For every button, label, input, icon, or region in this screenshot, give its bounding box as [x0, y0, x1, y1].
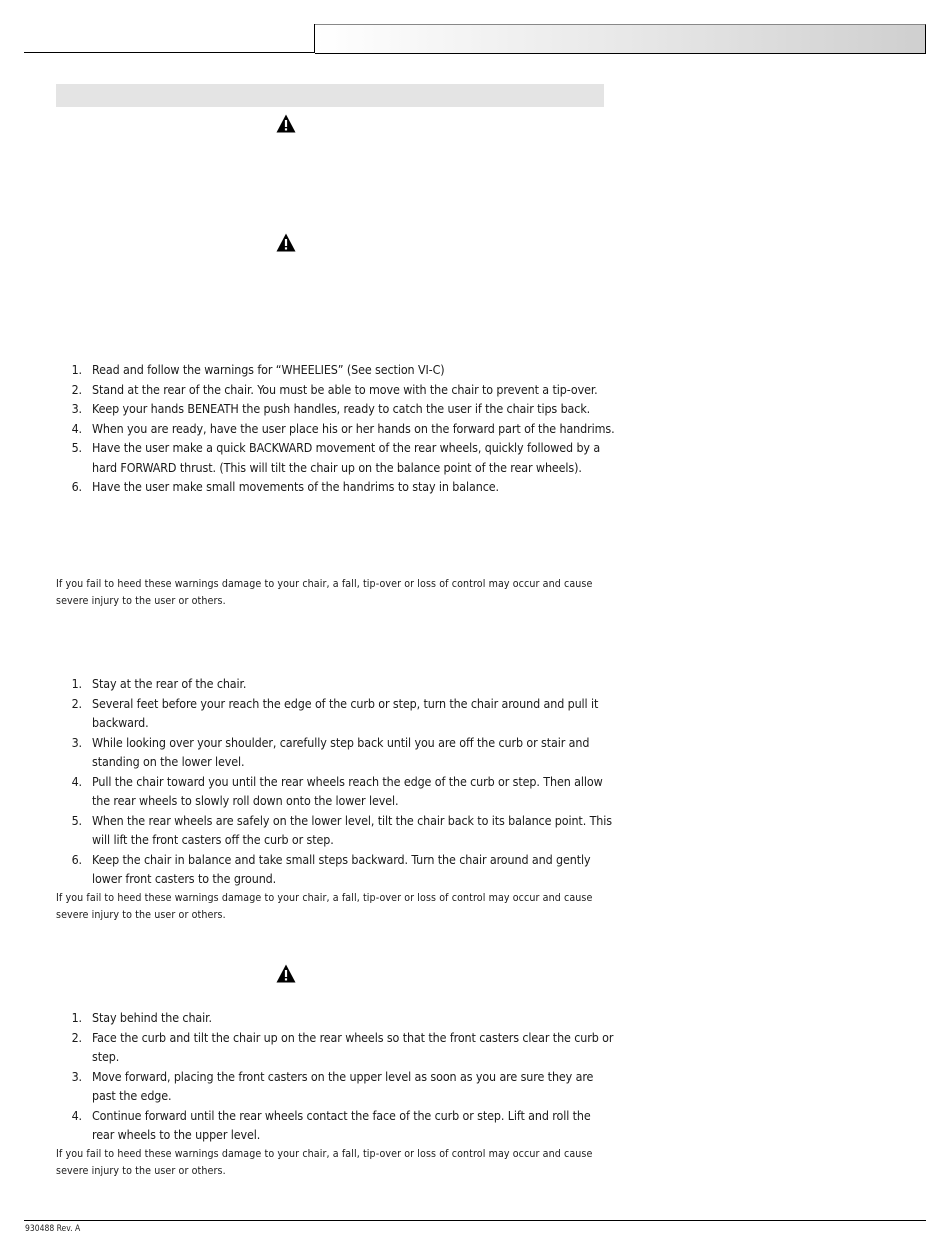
- list-item: 4. Pull the chair toward you until the rear wheels reach the edge of the curb or step. Then allow the rear wheels to slowly roll down onto the lower level.: [71, 773, 603, 808]
- list-item: 1. Stay at the rear of the chair.: [71, 676, 247, 691]
- list-item: 4. When you are ready, have the user place his or her hands on the forward part of the handrims.: [71, 420, 615, 436]
- header-rule: [24, 52, 315, 53]
- list-item: 3. While looking over your shoulder, carefully step back until you are off the curb or stair and standing on the lower level.: [71, 734, 590, 769]
- list-item: 1. Read and follow the warnings for “WHEELIES” (See section VI-C): [71, 362, 445, 377]
- header-gradient-bar: [315, 24, 926, 54]
- list-item: 2. Several feet before your reach the edge of the curb or step, turn the chair around and pull it backward.: [71, 695, 599, 730]
- footer-rule: [24, 1220, 926, 1221]
- warning-icon: [276, 964, 296, 983]
- list-item: 1. Stay behind the chair.: [71, 1010, 212, 1025]
- list-item: 2. Stand at the rear of the chair. You must be able to move with the chair to prevent a tip-over.: [71, 381, 598, 397]
- section-heading-band: [56, 84, 604, 107]
- list-item: 3. Move forward, placing the front casters on the upper level as soon as you are sure they are past the edge.: [71, 1068, 594, 1103]
- list-item: 5. When the rear wheels are safely on the lower level, tilt the chair back to its balance point. This will lift the front casters off the curb or step.: [71, 812, 612, 847]
- list-item: 6. Have the user make small movements of the handrims to stay in balance.: [71, 479, 499, 494]
- curb-descent-steps-list: [56, 674, 616, 889]
- warning-icon: [276, 233, 296, 252]
- warning-icon: [276, 114, 296, 133]
- list-item: 4. Continue forward until the rear wheels contact the face of the curb or step. Lift and roll the rear wheels to the upper level.: [71, 1107, 591, 1142]
- document-number: 930488 Rev. A: [25, 1224, 81, 1234]
- list-item: 3. Keep your hands BENEATH the push handles, ready to catch the user if the chair tips back.: [71, 401, 591, 416]
- list-item: 6. Keep the chair in balance and take small steps backward. Turn the chair around and gently lower front casters to the ground.: [71, 851, 591, 886]
- curb-ascent-steps-list: [56, 1008, 616, 1145]
- caution-note: If you fail to heed these warnings damage to your chair, a fall, tip-over or loss of control may occur and cause severe injury to the user or others.: [56, 892, 593, 921]
- caution-note: If you fail to heed these warnings damage to your chair, a fall, tip-over or loss of control may occur and cause severe injury to the user or others.: [56, 1148, 593, 1177]
- list-item: 2. Face the curb and tilt the chair up on the rear wheels so that the front casters clear the curb or step.: [71, 1029, 614, 1064]
- wheelie-steps-list: [56, 360, 616, 497]
- caution-note: If you fail to heed these warnings damage to your chair, a fall, tip-over or loss of control may occur and cause severe injury to the user or others.: [56, 578, 593, 607]
- list-item: 5. Have the user make a quick BACKWARD movement of the rear wheels, quickly followed by a hard FORWARD thrust. (This will tilt the chair up on the balance point of the rear wheels).: [71, 440, 601, 475]
